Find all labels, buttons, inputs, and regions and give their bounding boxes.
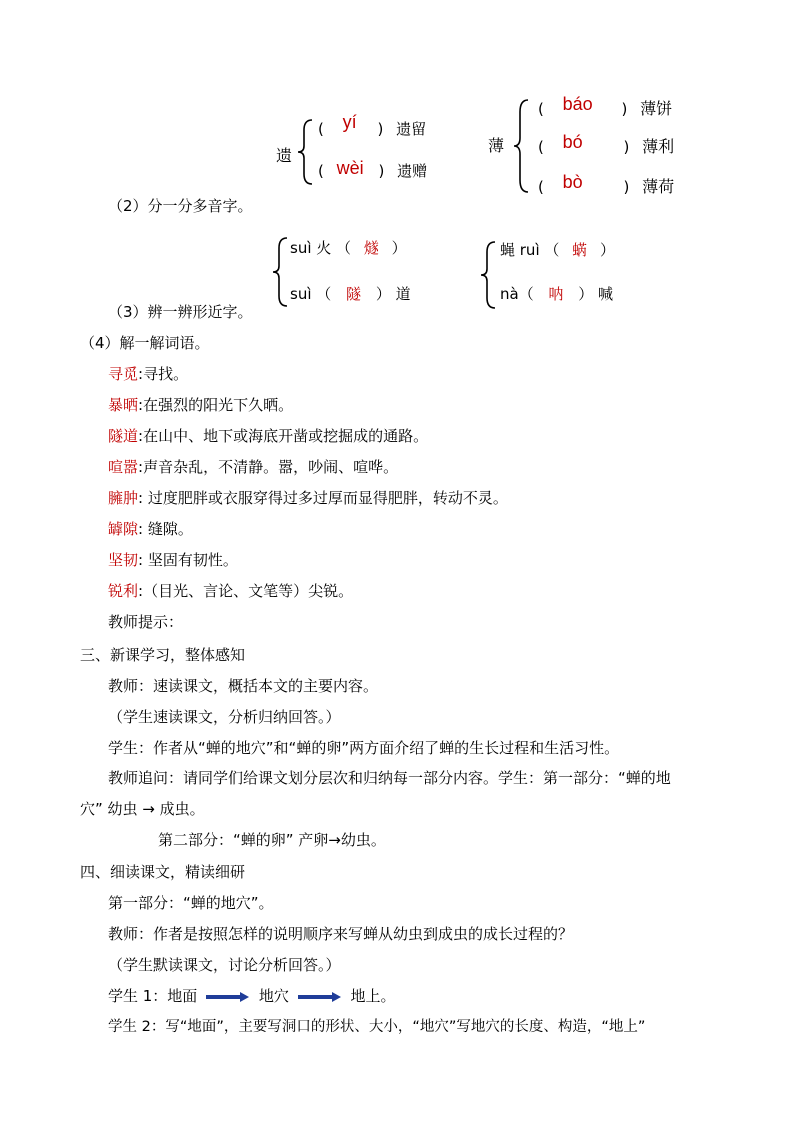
paren-close: ): [623, 138, 630, 156]
similar-row-prefix: nà（: [500, 285, 534, 303]
polyphone-row: [318, 160, 427, 181]
similar-row: [500, 240, 615, 260]
vocab-item: [108, 581, 353, 601]
word: 薄荷: [642, 177, 675, 196]
vocab-def: :（目光、言论、文笔等）尖锐。: [138, 582, 354, 600]
paren-close: ): [621, 100, 628, 118]
arrow-right-icon: [298, 991, 342, 1003]
polyphone-row: [538, 132, 675, 157]
vocab-term: 暴晒: [108, 396, 139, 414]
vocab-def: : 缝隙。: [138, 520, 193, 538]
paren-open: (: [318, 120, 324, 138]
paragraph-line: （学生默读课文，讨论分析回答。）: [108, 956, 341, 974]
similar-row: [290, 284, 411, 304]
paragraph-line: 第一部分：“蝉的地穴”。: [108, 894, 274, 912]
vocab-term: 锐利: [108, 582, 139, 600]
flow-end: 地上。: [350, 987, 396, 1005]
brace-icon: [272, 236, 290, 308]
vocab-item: [108, 364, 188, 384]
similar-row: [290, 238, 407, 258]
brace-icon: [480, 240, 498, 310]
vocab-item: [108, 426, 428, 446]
vocab-def: :在山中、地下或海底开凿或挖掘成的通路。: [138, 427, 429, 445]
similar-row-prefix: 蝇 ruì （: [500, 241, 560, 259]
polyphone-row: [538, 94, 673, 119]
vocab-term: 寻觅: [108, 365, 139, 383]
vocab-term: 罅隙: [108, 520, 139, 538]
paren-close: ): [377, 120, 384, 138]
word: 遗赠: [397, 162, 428, 180]
vocab-item: [108, 395, 293, 415]
paragraph-line: 教师追问：请同学们给课文划分层次和归纳每一部分内容。学生：第一部分：“蝉的地: [108, 769, 671, 787]
brace-icon: [512, 98, 532, 194]
vocab-def: :在强烈的阳光下久晒。: [138, 396, 294, 414]
vocab-item: [108, 550, 238, 570]
part-heading: 四、细读课文，精读细研: [80, 863, 246, 881]
vocab-def: : 坚固有韧性。: [138, 551, 238, 569]
vocab-def: : 过度肥胖或衣服穿得过多过厚而显得肥胖，转动不灵。: [138, 489, 508, 507]
similar-answer: 燧: [363, 239, 379, 257]
similar-row-prefix: suì （: [290, 285, 332, 303]
vocab-item: [108, 488, 508, 508]
word: 薄饼: [640, 99, 673, 118]
vocab-term: 喧嚣: [108, 458, 139, 476]
pinyin-answer: bò: [562, 172, 583, 192]
flow-line: [108, 986, 395, 1006]
paragraph-line: 学生：作者从“蝉的地穴”和“蝉的卵”两方面介绍了蝉的生长过程和生活习性。: [108, 739, 620, 757]
section-label: （4）解一解词语。: [80, 334, 210, 352]
paragraph-line: 学生 2：写“地面”，主要写洞口的形状、大小，“地穴”写地穴的长度、构造，“地上”: [108, 1019, 646, 1035]
arrow-right-icon: [206, 991, 250, 1003]
flow-middle: 地穴: [258, 987, 289, 1005]
brace-icon: [296, 118, 316, 186]
vocab-def: :声音杂乱，不清静。嚣，吵闹、喧哗。: [138, 458, 399, 476]
similar-row-suffix: ） 道: [375, 285, 411, 303]
similar-row-suffix: ） 喊: [578, 285, 614, 303]
vocab-term: 坚韧: [108, 551, 139, 569]
vocab-item: [108, 457, 398, 477]
word: 遗留: [396, 120, 427, 138]
vocab-term: 隧道: [108, 427, 139, 445]
flow-start: 学生 1：地面: [108, 987, 198, 1005]
pinyin-answer: yí: [342, 112, 357, 132]
paragraph-line: （学生速读课文，分析归纳回答。）: [108, 708, 341, 726]
similar-row-suffix: ）: [599, 241, 615, 259]
polyphone-char-yi: 遗: [276, 146, 293, 165]
word: 薄利: [642, 137, 675, 156]
vocab-item: [108, 519, 193, 539]
paren-open: (: [538, 138, 544, 156]
paren-close: ): [378, 162, 385, 180]
pinyin-answer: wèi: [336, 158, 364, 178]
paragraph-line: 教师：作者是按照怎样的说明顺序来写蝉从幼虫到成虫的成长过程的？: [108, 925, 574, 943]
part-heading: 三、新课学习，整体感知: [80, 646, 246, 664]
paragraph-line: 教师：速读课文，概括本文的主要内容。: [108, 677, 379, 695]
paragraph-line: 穴” 幼虫 → 成虫。: [80, 800, 205, 818]
teacher-tip: 教师提示：: [108, 613, 184, 631]
paren-close: ): [623, 178, 630, 196]
paren-open: (: [318, 162, 324, 180]
paren-open: (: [538, 178, 544, 196]
vocab-term: 臃肿: [108, 489, 139, 507]
pinyin-answer: báo: [562, 94, 593, 114]
similar-answer: 呐: [548, 285, 564, 303]
paren-open: (: [538, 100, 544, 118]
similar-answer: 蜹: [572, 241, 588, 259]
vocab-def: :寻找。: [138, 365, 189, 383]
similar-answer: 隧: [346, 285, 362, 303]
paragraph-line: 第二部分：“蝉的卵” 产卵→幼虫。: [158, 831, 386, 849]
similar-row-suffix: ）: [391, 239, 407, 257]
polyphone-row: [318, 112, 427, 139]
section-label: （2）分一分多音字。: [108, 197, 253, 215]
polyphone-char-bo: 薄: [488, 136, 505, 155]
similar-row: [500, 284, 613, 304]
section-label: （3）辨一辨形近字。: [108, 303, 253, 321]
similar-row-prefix: suì 火 （: [290, 239, 352, 257]
pinyin-answer: bó: [562, 132, 583, 152]
polyphone-row: [538, 172, 675, 197]
